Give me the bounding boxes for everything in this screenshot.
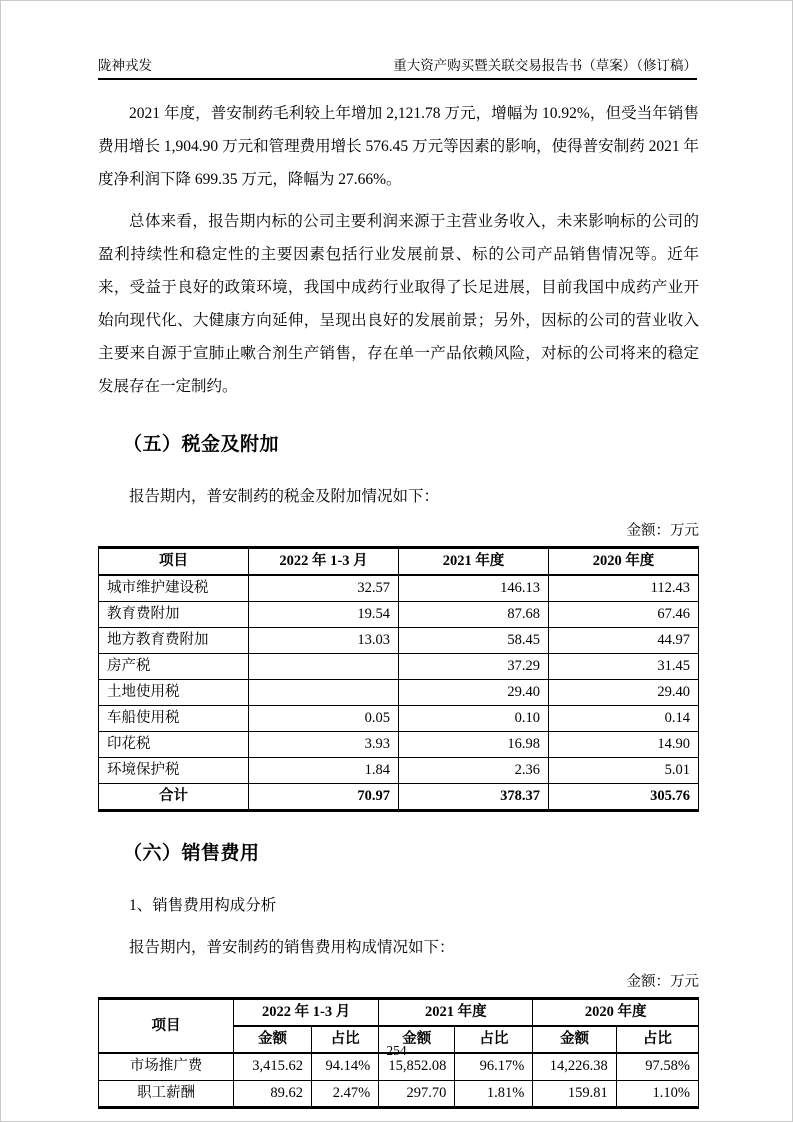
table-row [99,758,699,784]
paragraph-overall-analysis: 总体来看，报告期内标的公司主要利润来源于主营业务收入，未来影响标的公司的盈利持续性和稳定性的主要因素包括行业发展前景、标的公司产品销售情况等。近年来，受益于良好的政策环境，我国中成药行业取得了长足进展，目前我国中成药产业开始向现代化、大健康方向延伸，呈现出良好的发展前景；另外，因标的公司的营业收入主要来自源于宣肺止嗽合剂生产销售，存在单一产品依赖风险，对标的公司将来的稳定发展存在一定制约。 [98,213,699,395]
row-label: 城市维护建设税 [99,575,249,602]
row-label: 地方教育费附加 [99,628,249,654]
page-content [98,97,699,1109]
section5-heading: （五）税金及附加 [123,434,280,455]
cell-value [249,680,399,706]
cell-value: 67.46 [549,602,699,628]
cell-value: 37.29 [399,654,549,680]
cell-value: 94.14% [312,1053,379,1080]
section6-unit-label: 金额：万元 [626,974,699,990]
row-label: 房产税 [99,654,249,680]
sub-col-ratio: 占比 [455,1026,533,1053]
cell-value: 3.93 [249,732,399,758]
row-label: 土地使用税 [99,680,249,706]
cell-value: 2.36 [399,758,549,784]
cell-value: 31.45 [549,654,699,680]
section6-intro: 报告期内，普安制药的销售费用构成情况如下： [129,939,455,956]
table-row [99,654,699,680]
expense-col-2020: 2020 年度 [533,999,699,1027]
table-total-row [99,784,699,811]
table-row [99,575,699,602]
tax-table-header-row [99,548,699,576]
cell-value: 97.58% [616,1053,698,1080]
table-row [99,706,699,732]
row-label: 教育费附加 [99,602,249,628]
table-row [99,628,699,654]
sub-col-ratio: 占比 [616,1026,698,1053]
sub-col-ratio: 占比 [312,1026,379,1053]
cell-value: 0.14 [549,706,699,732]
cell-value: 58.45 [399,628,549,654]
cell-value: 96.17% [455,1053,533,1080]
tax-col-2022: 2022 年 1-3 月 [249,548,399,576]
cell-value: 1.81% [455,1080,533,1107]
tax-col-2021: 2021 年度 [399,548,549,576]
table-row [99,602,699,628]
total-label: 合计 [99,784,249,811]
tax-col-item: 项目 [99,548,249,576]
cell-value: 15,852.08 [379,1053,455,1080]
cell-value: 2.47% [312,1080,379,1107]
section6-sub-heading: 1、销售费用构成分析 [129,897,277,914]
page-header [98,54,697,80]
total-value: 378.37 [399,784,549,811]
expense-col-item: 项目 [99,999,234,1054]
row-label: 环境保护税 [99,758,249,784]
table-row [99,1080,699,1107]
sub-col-amount: 金额 [379,1026,455,1053]
cell-value: 297.70 [379,1080,455,1107]
row-label: 职工薪酬 [99,1080,234,1107]
header-company-name: 陇神戎发 [98,58,152,73]
page-number: 254 [386,1043,407,1058]
expense-table-header-row1 [99,999,699,1027]
cell-value: 5.01 [549,758,699,784]
cell-value: 19.54 [249,602,399,628]
cell-value: 14,226.38 [533,1053,616,1080]
cell-value: 146.13 [399,575,549,602]
cell-value: 16.98 [399,732,549,758]
sub-col-amount: 金额 [234,1026,312,1053]
total-value: 305.76 [549,784,699,811]
cell-value: 14.90 [549,732,699,758]
table-row [99,680,699,706]
section5-unit-label: 金额：万元 [626,523,699,539]
cell-value: 29.40 [399,680,549,706]
cell-value: 44.97 [549,628,699,654]
total-value: 70.97 [249,784,399,811]
table-row [99,732,699,758]
tax-col-2020: 2020 年度 [549,548,699,576]
section5-intro: 报告期内，普安制药的税金及附加情况如下： [129,488,440,505]
cell-value: 159.81 [533,1080,616,1107]
cell-value: 29.40 [549,680,699,706]
cell-value: 87.68 [399,602,549,628]
sub-col-amount: 金额 [533,1026,616,1053]
section6-heading: （六）销售费用 [123,843,260,864]
row-label: 市场推广费 [99,1053,234,1080]
cell-value: 89.62 [234,1080,312,1107]
row-label: 车船使用税 [99,706,249,732]
cell-value: 0.10 [399,706,549,732]
cell-value: 3,415.62 [234,1053,312,1080]
expense-col-2022: 2022 年 1-3 月 [234,999,379,1027]
cell-value: 1.10% [616,1080,698,1107]
cell-value: 1.84 [249,758,399,784]
tax-and-surcharge-table [98,546,699,812]
row-label: 印花税 [99,732,249,758]
header-report-title: 重大资产购买暨关联交易报告书（草案）（修订稿） [393,58,697,73]
cell-value: 0.05 [249,706,399,732]
paragraph-gross-profit-analysis: 2021 年度，普安制药毛利较上年增加 2,121.78 万元，增幅为 10.92%，但受当年销售费用增长 1,904.90 万元和管理费用增长 576.45 万元等因素的影响，使得普安制药 2021 年度净利润下降 699.35 万元，降幅为 27.66%。 [98,105,699,188]
cell-value: 13.03 [249,628,399,654]
expense-col-2021: 2021 年度 [379,999,533,1027]
cell-value [249,654,399,680]
cell-value: 112.43 [549,575,699,602]
cell-value: 32.57 [249,575,399,602]
